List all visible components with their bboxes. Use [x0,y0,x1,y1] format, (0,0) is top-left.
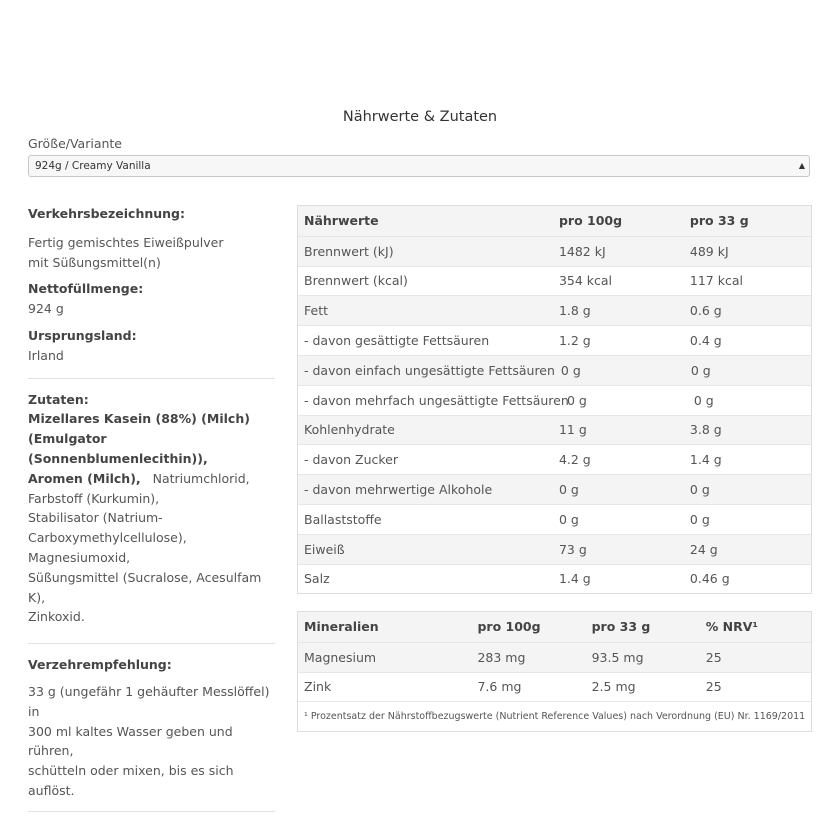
zutaten-bold-3: Aromen (Milch), [28,470,141,486]
header-cell: Nährwerte [304,213,379,229]
table-cell: - davon Zucker [304,452,399,468]
variant-label: Größe/Variante [28,136,123,151]
table-cell: Magnesium [304,649,377,665]
table-cell: 354 kcal [558,273,613,289]
table-cell: Eiweiß [304,541,345,557]
table-cell: 283 mg [477,649,526,665]
table-cell: 1.8 g [558,303,591,319]
table-row [298,385,811,415]
verzehrempfehlung-value-3: schütteln oder mixen, bis es sich auflöst. [28,763,234,798]
zutaten-bold-1: Mizellares Kasein (88%) (Milch) [28,411,250,427]
table-row [298,672,811,702]
verkehrsbezeichnung-value-2: mit Süßungsmittel(n) [28,254,161,270]
table-header-row [298,206,811,236]
zutaten-text-4: Carboxymethylcellulose), [28,530,187,546]
table-cell: Fett [304,303,328,319]
zutaten-text-3: Stabilisator (Natrium- [28,510,163,526]
ursprungsland-value: Irland [28,347,64,363]
table-cell: 1482 kJ [558,243,606,259]
table-row [298,444,811,474]
header-cell: Mineralien [304,619,379,635]
variant-select[interactable] [28,155,810,177]
table-cell: 1.4 g [558,571,591,587]
table-row [298,642,811,672]
nutrition-table [297,205,812,594]
table-cell: - davon mehrfach ungesättigte Fettsäuren [304,392,569,408]
page-title: Nährwerte & Zutaten [342,109,498,125]
table-row [298,325,811,355]
zutaten-text-6: Süßungsmittel (Sucralose, Acesulfam K), [28,569,262,605]
table-cell: 3.8 g [689,422,722,438]
verzehrempfehlung-value-1: 33 g (ungefähr 1 gehäufter Messlöffel) in [28,683,270,719]
table-cell: 73 g [558,541,587,557]
table-cell: 0 g [693,392,714,408]
table-header-row [298,612,811,642]
header-cell: pro 33 g [689,213,749,229]
table-cell: 11 g [558,422,587,438]
table-cell: Salz [304,571,330,587]
table-cell: 93.5 mg [591,649,644,665]
table-cell: 0 g [558,482,579,498]
table-cell: 24 g [689,541,718,557]
table-cell: 1.4 g [689,452,722,468]
footnote: ¹ Prozentsatz der Nährstoffbezugswerte (Nutrient Reference Values) nach Verordnung (EU) Nr. 1169/2011 [298,701,811,731]
table-cell: 0.46 g [689,571,730,587]
nettofuellmenge-heading: Nettofüllmenge: [28,281,144,297]
table-cell: - davon einfach ungesättigte Fettsäuren [304,362,555,378]
table-cell: - davon mehrwertige Alkohole [304,482,493,498]
table-row [298,534,811,564]
table-row [298,415,811,445]
table-cell: Kohlenhydrate [304,422,395,438]
zutaten-text-5: Magnesiumoxid, [28,549,131,565]
table-cell: 0 g [558,511,579,527]
verzehrempfehlung-heading: Verzehrempfehlung: [28,657,172,673]
header-cell: pro 100g [477,619,541,635]
nettofuellmenge-value: 924 g [28,301,64,317]
table-cell: 25 [705,649,722,665]
table-cell: 0 g [690,362,711,378]
table-cell: - davon gesättigte Fettsäuren [304,333,490,349]
table-row [298,504,811,534]
table-cell: 0.4 g [689,333,722,349]
table-cell: 2.5 mg [591,679,636,695]
table-cell: 1.2 g [558,333,591,349]
table-row [298,564,811,594]
table-row [298,236,811,266]
zutaten-heading: Zutaten: [28,391,89,407]
table-cell: 489 kJ [689,243,729,259]
divider [28,811,275,812]
zutaten-text-2: Farbstoff (Kurkumin), [28,490,160,506]
chevron-updown-icon: ▲ [798,161,805,170]
table-cell: 7.6 mg [477,679,522,695]
zutaten-text-7: Zinkoxid. [28,609,85,625]
header-cell: pro 33 g [591,619,651,635]
table-row [298,295,811,325]
table-cell: Ballaststoffe [304,511,382,527]
table-cell: 25 [705,679,722,695]
verkehrsbezeichnung-value-1: Fertig gemischtes Eiweißpulver [28,234,224,250]
header-cell: % NRV¹ [705,619,758,635]
verzehrempfehlung-value-2: 300 ml kaltes Wasser geben und rühren, [28,723,233,759]
table-cell: 4.2 g [558,452,591,468]
product-info [28,204,275,812]
table-row [298,266,811,296]
table-cell: Zink [304,679,332,695]
table-cell: 0 g [560,362,581,378]
table-row [298,474,811,504]
table-cell: 0 g [689,482,710,498]
variant-selected-value: 924g / Creamy Vanilla [35,160,151,172]
zutaten-text-1: Natriumchlorid, [152,470,250,486]
table-cell: 117 kcal [689,273,743,289]
table-cell: Brennwert (kJ) [304,243,394,259]
table-cell: 0 g [567,392,587,408]
table-row [298,355,811,385]
header-cell: pro 100g [558,213,623,229]
table-cell: 0.6 g [689,303,722,319]
zutaten-bold-2: (Emulgator (Sonnenblumenlecithin)), [28,431,208,466]
table-cell: Brennwert (kcal) [304,273,408,289]
minerals-table [297,611,812,732]
verkehrsbezeichnung-heading: Verkehrsbezeichnung: [28,206,186,221]
ursprungsland-heading: Ursprungsland: [28,327,137,343]
table-cell: 0 g [689,511,710,527]
